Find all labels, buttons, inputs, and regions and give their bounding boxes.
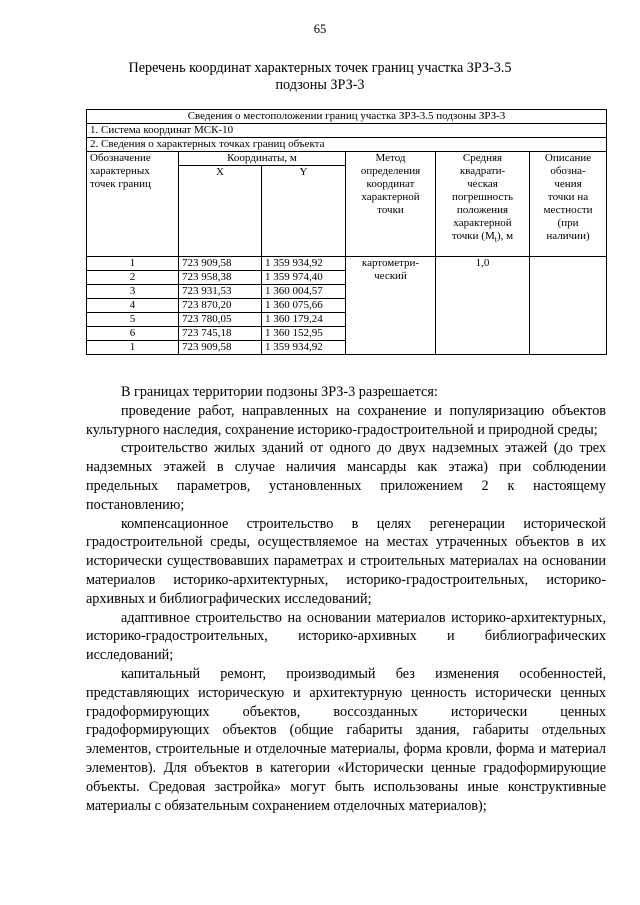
header-mean-error: Средняя квадрати- ческая погрешность положения характерной точки $(M_t)$, м: [436, 152, 530, 257]
description-value: [530, 257, 607, 355]
document-title: [0, 60, 640, 94]
coordinates-table: [86, 109, 607, 355]
header-designation: Обозначение характерных точек границ: [87, 152, 179, 257]
boundary-points-section-row: 2. Сведения о характерных точках границ объекта: [87, 138, 607, 152]
table-row: 2 723 958,38 1 359 974,40: [87, 271, 607, 285]
table-row: 3 723 931,53 1 360 004,57: [87, 285, 607, 299]
paragraph-capital-repair: капитальный ремонт, производимый без изменения особенностей, представляющих историческую и архитектурную ценность исторически ценных градоформирующих объектов, воссозданных исторически ценных градоформирующих объектов (общие габариты здания, габариты отдельных элементов, строительные и отделочные материалы, форма кровли, форма и материал элементов). Для объектов в категории «Исторически ценные градоформирующие объекты. Средовая застройка» могут быть использованы иные конструктивные материалы с обязательным сохранением отделочных материалов);: [86, 665, 606, 814]
table-row: 6 723 745,18 1 360 152,95: [87, 327, 607, 341]
table-row: 1 723 909,58 1 359 934,92 картометри- ческий 1,0: [87, 257, 607, 271]
page-number: 65: [313, 22, 327, 36]
error-value: 1,0: [436, 257, 530, 355]
table-row: 5 723 780,05 1 360 179,24: [87, 313, 607, 327]
title-line-2: подзоны ЗРЗ-3: [275, 77, 365, 93]
header-description: Описание обозна- чения точки на местности (при наличии): [530, 152, 607, 257]
paragraph-compensatory-construction: компенсационное строительство в целях регенерации исторической градостроительной среды, осуществляемое на местах утраченных объектов в их исторически существовавших параметрах и строительных материалах на основании материалов историко-архитектурных, историко-градостроительных, историко-архивных и библиографических исследований;: [86, 515, 606, 607]
paragraph-preservation: проведение работ, направленных на сохранение и популяризацию объектов культурного наследия, сохранение историко-градостроительной и природной среды;: [86, 402, 606, 438]
table-row: 4 723 870,20 1 360 075,66: [87, 299, 607, 313]
regulations-text: [86, 383, 606, 815]
header-y: Y: [262, 166, 346, 257]
method-value: картометри- ческий: [346, 257, 436, 355]
table-row: 1 723 909,58 1 359 934,92: [87, 341, 607, 355]
table-caption: Сведения о местоположении границ участка ЗРЗ-3.5 подзоны ЗРЗ-3: [87, 110, 607, 124]
coordinate-system-row: 1. Система координат МСК-10: [87, 124, 607, 138]
header-x: X: [179, 166, 262, 257]
header-coordinates: Координаты, м: [179, 152, 346, 166]
paragraph-adaptive-construction: адаптивное строительство на основании материалов историко-архитектурных, историко-градостроительных, историко-архивных и библиографических исследований;: [86, 609, 606, 664]
header-method: Метод определения координат характерной точки: [346, 152, 436, 257]
paragraph-residential-construction: строительство жилых зданий от одного до двух надземных этажей (до трех надземных этажей в случае наличия мансарды как этажа) при соблюдении предельных параметров, установленных приложением 2 к настоящему постановлению;: [86, 440, 606, 513]
title-line-1: Перечень координат характерных точек границ участка ЗРЗ-3.5: [128, 60, 512, 76]
paragraph-intro: В границах территории подзоны ЗРЗ-3 разрешается:: [121, 384, 438, 400]
